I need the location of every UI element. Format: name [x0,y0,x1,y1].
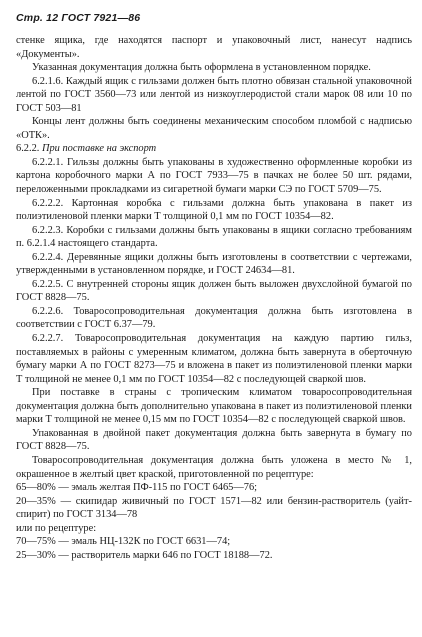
paragraph: Товаросопроводительная документация должна быть уложена в место № 1, окрашенное в желтый цвет краской, приготовленной по рецептуре: [16,454,412,480]
paragraph: 6.2.2.2. Картонная коробка с гильзами должна быть упакована в пакет из полиэтиленовой пленки марки Т толщиной 0,1 мм по ГОСТ 10354—82. [16,197,412,223]
paragraph: 6.2.2.4. Деревянные ящики должны быть изготовлены в соответствии с чертежами, утвержденными в установленном порядке, и ГОСТ 24634—81. [16,251,412,277]
recipe-line: 70—75% — эмаль НЦ-132К по ГОСТ 6631—74; [16,536,231,548]
section-heading-title: При поставке на экспорт [41,143,157,155]
paragraph: 6.2.2.6. Товаросопроводительная документация должна быть изготовлена в соответствии с ГОСТ 6.37—79. [16,305,412,331]
page-header: Стр. 12 ГОСТ 7921—86 [16,12,141,24]
document-body [16,34,412,562]
recipe-alt-label: или по рецептуре: [16,522,97,534]
recipe-line: 65—80% — эмаль желтая ПФ-115 по ГОСТ 6465—76; [16,482,258,494]
paragraph: При поставке в страны с тропическим климатом товаросопроводительная документация должна быть дополнительно упакована в пакет из полиэтиленовой пленки марки Т толщиной не менее 0,15 мм по ГОСТ 10354—82 с последующей сваркой швов. [16,387,412,426]
paragraph: Концы лент должны быть соединены механическим способом пломбой с надписью «ОТК». [16,116,412,141]
paragraph: 6.2.2.7. Товаросопроводительная документация на каждую партию гильз, поставляемых в районы с умеренным климатом, должна быть завернута в оберточную бумагу марки А по ГОСТ 8273—75 и вложена в пакет из полиэтиленовой пленки марки Т толщиной не менее 0,1 мм по ГОСТ 10354—82 с последующей сваркой шов. [16,333,412,385]
paragraph: 6.2.1.6. Каждый ящик с гильзами должен быть плотно обвязан стальной упаковочной лентой по ГОСТ 3560—73 или лентой из низкоуглеродистой стали марок 08 или 10 по ГОСТ 503—81 [16,75,412,114]
paragraph: 6.2.2.5. С внутренней стороны ящик должен быть выложен двухслойной бумагой по ГОСТ 8828—75. [16,278,412,304]
recipe-line: 25—30% — растворитель марки 646 по ГОСТ 18188—72. [16,549,273,561]
recipe-line: 20—35% — скипидар живичный по ГОСТ 1571—82 или бензин-растворитель (уайт-спирит) по ГОСТ 3134—78 [16,495,412,521]
paragraph: 6.2.2.1. Гильзы должны быть упакованы в художественно оформленные коробки из картона коробочного марки А по ГОСТ 7933—75 в пачках не более 50 шт. рядами, переложенными прокладками из сигаретной бумаги марки СЭ по ГОСТ 5709—75. [16,156,412,196]
paragraph: Упакованная в двойной пакет документация должна быть завернута в бумагу по ГОСТ 8828—75. [16,427,412,453]
paragraph: Указанная документация должна быть оформлена в установленном порядке. [32,62,371,74]
paragraph: стенке ящика, где находятся паспорт и упаковочный лист, нанесут надпись «Документы». [16,35,412,60]
section-heading: 6.2.2. При поставке на экспорт [16,143,157,155]
paragraph: 6.2.2.3. Коробки с гильзами должны быть упакованы в ящики согласно требованиям п. 6.2.1.4 настоящего стандарта. [16,224,412,250]
